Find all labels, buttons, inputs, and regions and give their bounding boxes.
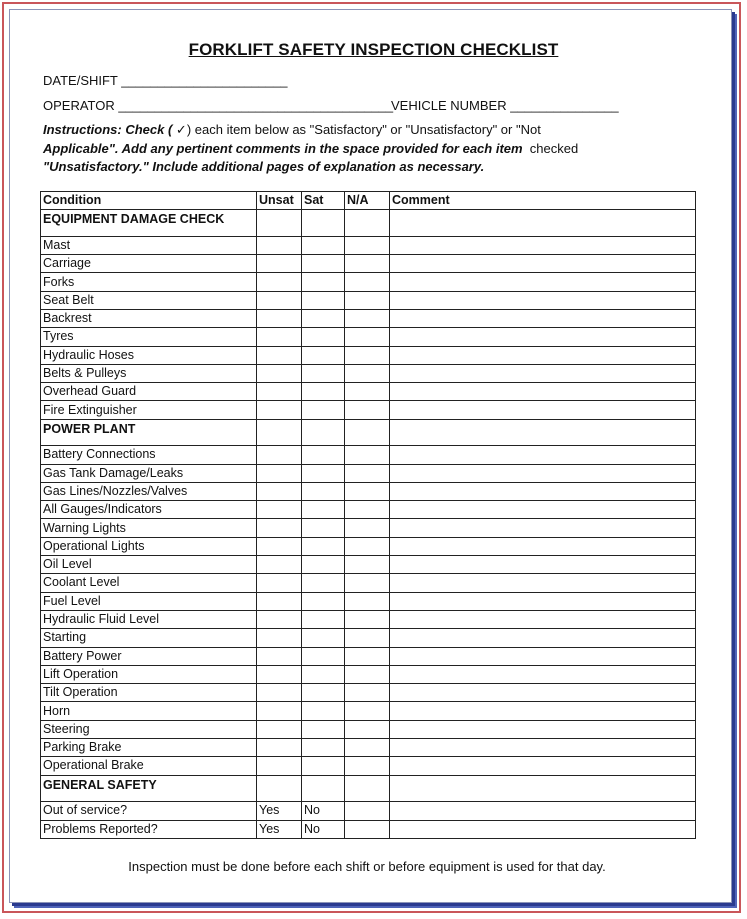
sat-cell[interactable] <box>302 702 345 720</box>
comment-cell[interactable] <box>390 629 696 647</box>
condition-label: Forks <box>41 273 257 291</box>
section-sat-cell <box>302 210 345 237</box>
section-unsat-cell <box>257 419 302 446</box>
comment-cell[interactable] <box>390 464 696 482</box>
table-row <box>41 592 696 610</box>
na-cell[interactable] <box>345 574 390 592</box>
condition-label: Lift Operation <box>41 665 257 683</box>
condition-label: Seat Belt <box>41 291 257 309</box>
unsat-cell[interactable] <box>257 273 302 291</box>
condition-label: Hydraulic Hoses <box>41 346 257 364</box>
table-row <box>41 556 696 574</box>
na-cell[interactable] <box>345 665 390 683</box>
comment-cell[interactable] <box>390 401 696 419</box>
unsat-cell[interactable] <box>257 574 302 592</box>
table-row <box>41 684 696 702</box>
na-cell[interactable] <box>345 820 390 839</box>
comment-cell[interactable] <box>390 665 696 683</box>
table-row <box>41 464 696 482</box>
condition-label: Out of service? <box>41 802 257 821</box>
na-cell[interactable] <box>345 482 390 500</box>
table-row <box>41 610 696 628</box>
sat-cell[interactable] <box>302 665 345 683</box>
unsat-cell[interactable] <box>257 291 302 309</box>
comment-cell[interactable] <box>390 574 696 592</box>
inspection-table <box>40 191 696 839</box>
unsat-cell[interactable] <box>257 537 302 555</box>
section-title: POWER PLANT <box>41 419 257 446</box>
sat-cell[interactable] <box>302 556 345 574</box>
sat-cell[interactable] <box>302 647 345 665</box>
table-row <box>41 446 696 464</box>
unsat-cell[interactable] <box>257 519 302 537</box>
condition-label: Steering <box>41 720 257 738</box>
sat-cell[interactable]: No <box>302 802 345 821</box>
table-row <box>41 720 696 738</box>
na-cell[interactable] <box>345 273 390 291</box>
condition-label: Parking Brake <box>41 739 257 757</box>
table-row <box>41 501 696 519</box>
sat-cell[interactable] <box>302 309 345 327</box>
table-row <box>41 702 696 720</box>
unsat-cell[interactable] <box>257 309 302 327</box>
comment-cell[interactable] <box>390 739 696 757</box>
section-comment-cell <box>390 775 696 802</box>
instructions: Instructions: Check ( ✓) each item below as "Satisfactory" or "Unsatisfactory" or "Not Applicable". Add any pertinent comments in the space provided for each item checked "Unsatisfactory." Include additional pages of explanation as necessary. <box>43 122 579 174</box>
section-comment-cell <box>390 210 696 237</box>
section-title: EQUIPMENT DAMAGE CHECK <box>41 210 257 237</box>
condition-label: Belts & Pulleys <box>41 364 257 382</box>
instructions-lead: Instructions: Check ( <box>43 122 173 137</box>
na-cell[interactable] <box>345 291 390 309</box>
unsat-cell[interactable] <box>257 464 302 482</box>
comment-cell[interactable] <box>390 273 696 291</box>
sat-cell[interactable] <box>302 346 345 364</box>
table-row <box>41 401 696 419</box>
comment-cell[interactable] <box>390 684 696 702</box>
comment-cell[interactable] <box>390 309 696 327</box>
table-row <box>41 346 696 364</box>
na-cell[interactable] <box>345 364 390 382</box>
sat-cell[interactable] <box>302 383 345 401</box>
na-cell[interactable] <box>345 556 390 574</box>
comment-cell[interactable] <box>390 610 696 628</box>
condition-label: Warning Lights <box>41 519 257 537</box>
na-cell[interactable] <box>345 446 390 464</box>
header-comment: Comment <box>390 192 696 210</box>
unsat-cell[interactable] <box>257 236 302 254</box>
sat-cell[interactable] <box>302 464 345 482</box>
comment-cell[interactable] <box>390 328 696 346</box>
unsat-cell[interactable] <box>257 647 302 665</box>
table-row <box>41 629 696 647</box>
unsat-cell[interactable] <box>257 684 302 702</box>
unsat-cell[interactable] <box>257 592 302 610</box>
sat-cell[interactable] <box>302 629 345 647</box>
condition-label: Fire Extinguisher <box>41 401 257 419</box>
section-na-cell <box>345 210 390 237</box>
section-na-cell <box>345 775 390 802</box>
header-sat: Sat <box>302 192 345 210</box>
table-row <box>41 647 696 665</box>
sat-cell[interactable] <box>302 684 345 702</box>
unsat-cell[interactable] <box>257 665 302 683</box>
table-row <box>41 802 696 821</box>
sat-cell[interactable] <box>302 592 345 610</box>
sat-cell[interactable]: No <box>302 820 345 839</box>
na-cell[interactable] <box>345 255 390 273</box>
comment-cell[interactable] <box>390 519 696 537</box>
unsat-cell[interactable] <box>257 255 302 273</box>
date-shift-field[interactable]: DATE/SHIFT _______________________ <box>43 73 288 88</box>
condition-label: Tilt Operation <box>41 684 257 702</box>
table-row <box>41 291 696 309</box>
condition-label: Operational Lights <box>41 537 257 555</box>
operator-field[interactable]: OPERATOR ______________________________________ <box>43 98 394 113</box>
table-row <box>41 273 696 291</box>
comment-cell[interactable] <box>390 255 696 273</box>
condition-label: Hydraulic Fluid Level <box>41 610 257 628</box>
unsat-cell[interactable] <box>257 383 302 401</box>
comment-cell[interactable] <box>390 482 696 500</box>
na-cell[interactable] <box>345 519 390 537</box>
section-title: GENERAL SAFETY <box>41 775 257 802</box>
na-cell[interactable] <box>345 464 390 482</box>
unsat-cell[interactable]: Yes <box>257 802 302 821</box>
table-header-row <box>41 192 696 210</box>
sat-cell[interactable] <box>302 519 345 537</box>
na-cell[interactable] <box>345 309 390 327</box>
comment-cell[interactable] <box>390 446 696 464</box>
table-row <box>41 820 696 839</box>
section-row <box>41 419 696 446</box>
section-unsat-cell <box>257 775 302 802</box>
comment-cell[interactable] <box>390 757 696 775</box>
na-cell[interactable] <box>345 501 390 519</box>
condition-label: Coolant Level <box>41 574 257 592</box>
comment-cell[interactable] <box>390 501 696 519</box>
unsat-cell[interactable]: Yes <box>257 820 302 839</box>
na-cell[interactable] <box>345 401 390 419</box>
unsat-cell[interactable] <box>257 610 302 628</box>
comment-cell[interactable] <box>390 346 696 364</box>
condition-label: Operational Brake <box>41 757 257 775</box>
na-cell[interactable] <box>345 610 390 628</box>
condition-label: Overhead Guard <box>41 383 257 401</box>
sat-cell[interactable] <box>302 537 345 555</box>
section-unsat-cell <box>257 210 302 237</box>
condition-label: All Gauges/Indicators <box>41 501 257 519</box>
condition-label: Carriage <box>41 255 257 273</box>
na-cell[interactable] <box>345 757 390 775</box>
unsat-cell[interactable] <box>257 328 302 346</box>
page-title: FORKLIFT SAFETY INSPECTION CHECKLIST <box>188 40 559 59</box>
section-comment-cell <box>390 419 696 446</box>
table-row <box>41 739 696 757</box>
header-na: N/A <box>345 192 390 210</box>
table-row <box>41 328 696 346</box>
section-sat-cell <box>302 775 345 802</box>
comment-cell[interactable] <box>390 802 696 821</box>
na-cell[interactable] <box>345 592 390 610</box>
unsat-cell[interactable] <box>257 739 302 757</box>
comment-cell[interactable] <box>390 647 696 665</box>
table-row <box>41 482 696 500</box>
condition-label: Backrest <box>41 309 257 327</box>
condition-label: Problems Reported? <box>41 820 257 839</box>
sat-cell[interactable] <box>302 757 345 775</box>
sat-cell[interactable] <box>302 236 345 254</box>
comment-cell[interactable] <box>390 556 696 574</box>
unsat-cell[interactable] <box>257 401 302 419</box>
condition-label: Battery Connections <box>41 446 257 464</box>
table-row <box>41 383 696 401</box>
unsat-cell[interactable] <box>257 702 302 720</box>
unsat-cell[interactable] <box>257 556 302 574</box>
comment-cell[interactable] <box>390 702 696 720</box>
comment-cell[interactable] <box>390 720 696 738</box>
na-cell[interactable] <box>345 684 390 702</box>
condition-label: Starting <box>41 629 257 647</box>
comment-cell[interactable] <box>390 291 696 309</box>
table-row <box>41 519 696 537</box>
na-cell[interactable] <box>345 629 390 647</box>
na-cell[interactable] <box>345 802 390 821</box>
table-row <box>41 309 696 327</box>
table-row <box>41 364 696 382</box>
sat-cell[interactable] <box>302 739 345 757</box>
na-cell[interactable] <box>345 537 390 555</box>
comment-cell[interactable] <box>390 537 696 555</box>
sat-cell[interactable] <box>302 482 345 500</box>
sat-cell[interactable] <box>302 446 345 464</box>
table-row <box>41 665 696 683</box>
vehicle-number-field[interactable]: VEHICLE NUMBER _______________ <box>391 98 619 113</box>
unsat-cell[interactable] <box>257 629 302 647</box>
sat-cell[interactable] <box>302 273 345 291</box>
sat-cell[interactable] <box>302 574 345 592</box>
na-cell[interactable] <box>345 236 390 254</box>
unsat-cell[interactable] <box>257 364 302 382</box>
unsat-cell[interactable] <box>257 720 302 738</box>
sat-cell[interactable] <box>302 255 345 273</box>
na-cell[interactable] <box>345 383 390 401</box>
na-cell[interactable] <box>345 702 390 720</box>
condition-label: Fuel Level <box>41 592 257 610</box>
na-cell[interactable] <box>345 328 390 346</box>
condition-label: Oil Level <box>41 556 257 574</box>
table-row <box>41 574 696 592</box>
sat-cell[interactable] <box>302 364 345 382</box>
sat-cell[interactable] <box>302 401 345 419</box>
comment-cell[interactable] <box>390 236 696 254</box>
na-cell[interactable] <box>345 739 390 757</box>
section-row <box>41 210 696 237</box>
na-cell[interactable] <box>345 720 390 738</box>
comment-cell[interactable] <box>390 820 696 839</box>
checkmark-icon: ✓ <box>175 122 187 137</box>
table-row <box>41 236 696 254</box>
section-row <box>41 775 696 802</box>
unsat-cell[interactable] <box>257 446 302 464</box>
section-sat-cell <box>302 419 345 446</box>
condition-label: Gas Tank Damage/Leaks <box>41 464 257 482</box>
sat-cell[interactable] <box>302 610 345 628</box>
sat-cell[interactable] <box>302 328 345 346</box>
na-cell[interactable] <box>345 647 390 665</box>
condition-label: Battery Power <box>41 647 257 665</box>
table-row <box>41 255 696 273</box>
section-na-cell <box>345 419 390 446</box>
header-condition: Condition <box>41 192 257 210</box>
unsat-cell[interactable] <box>257 757 302 775</box>
comment-cell[interactable] <box>390 364 696 382</box>
condition-label: Gas Lines/Nozzles/Valves <box>41 482 257 500</box>
na-cell[interactable] <box>345 346 390 364</box>
table-row <box>41 537 696 555</box>
unsat-cell[interactable] <box>257 501 302 519</box>
header-unsat: Unsat <box>257 192 302 210</box>
unsat-cell[interactable] <box>257 482 302 500</box>
footer-note: Inspection must be done before each shift or before equipment is used for that day. <box>128 859 606 874</box>
sat-cell[interactable] <box>302 501 345 519</box>
unsat-cell[interactable] <box>257 346 302 364</box>
comment-cell[interactable] <box>390 383 696 401</box>
condition-label: Tyres <box>41 328 257 346</box>
sat-cell[interactable] <box>302 720 345 738</box>
comment-cell[interactable] <box>390 592 696 610</box>
table-row <box>41 757 696 775</box>
condition-label: Mast <box>41 236 257 254</box>
sat-cell[interactable] <box>302 291 345 309</box>
condition-label: Horn <box>41 702 257 720</box>
